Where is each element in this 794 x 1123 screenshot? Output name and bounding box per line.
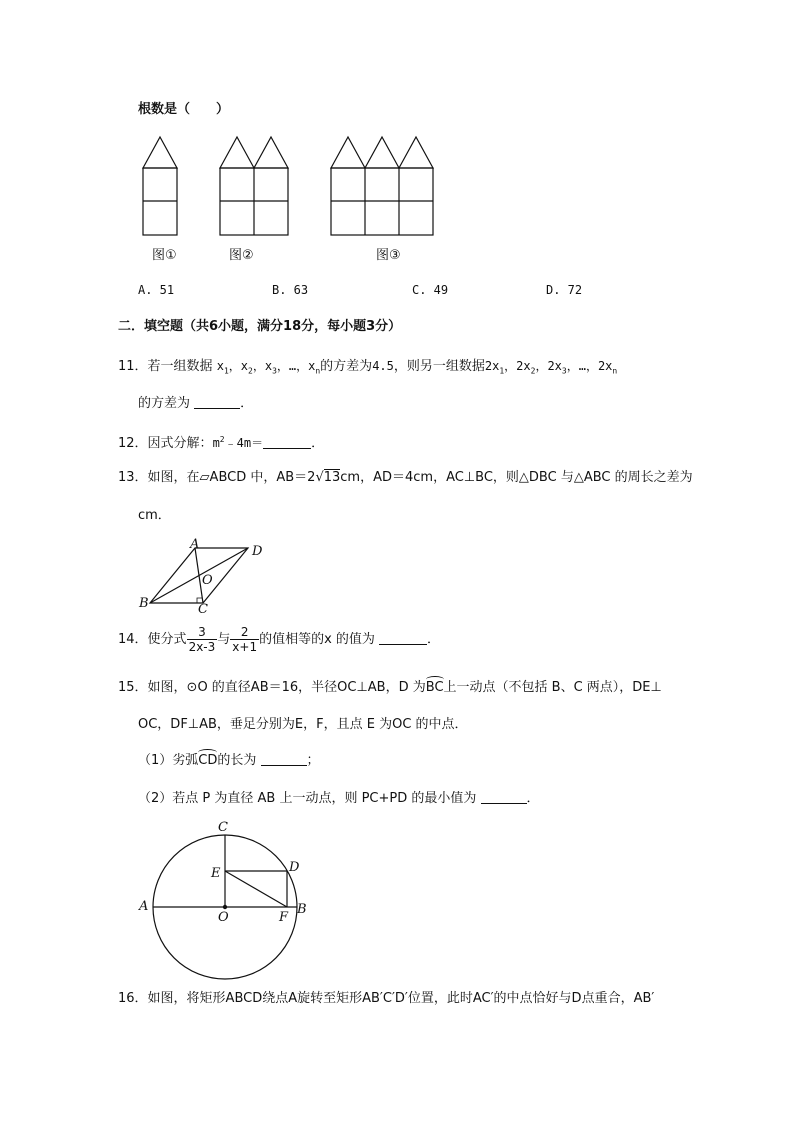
label-b-parallelogram: B <box>139 596 149 611</box>
q15-sub2-text: （2）若点 P 为直径 AB 上一动点，则 PC+PD 的最小值为 <box>138 791 477 806</box>
label-e-circle: E <box>211 866 221 881</box>
q13-text-3: cm． <box>138 508 171 523</box>
q11-number: 11． <box>118 359 148 374</box>
label-d-parallelogram: D <box>252 544 263 559</box>
label-c-circle: C <box>218 820 228 835</box>
q12-number: 12． <box>118 436 148 451</box>
arc-bc: BC <box>425 680 444 695</box>
figure-caption-2: 图② <box>229 248 254 263</box>
label-o-circle: O <box>218 910 229 925</box>
q13-text-2: cm，AD＝4cm，AC⊥BC，则△DBC 与△ABC 的周长之差为 <box>340 470 693 485</box>
sqrt-symbol: √ <box>315 470 324 485</box>
option-a: A. 51 <box>138 283 175 297</box>
q12-expression-tail: ﹣4m＝ <box>224 436 264 450</box>
q11-data-set-2: $2x_1$，$2x_2$，$2x_3$，…，$2x_n$ <box>484 359 618 376</box>
figure-caption-1: 图① <box>152 248 177 263</box>
fraction-1-numerator: 3 <box>187 625 218 640</box>
q16-number: 16． <box>118 991 148 1006</box>
fraction-2-denominator: x+1 <box>232 640 258 654</box>
q16-text: 如图，将矩形ABCD绕点A旋转至矩形AB′C′D′位置，此时AC′的中点恰好与D点重合，AB′ <box>147 991 655 1006</box>
q11-text-2: 的方差为 <box>320 359 373 374</box>
label-a-parallelogram: A <box>190 537 200 552</box>
q11-variance: 4.5 <box>372 359 394 373</box>
q15-sub1-end: ； <box>306 753 320 768</box>
q14-text-1: 使分式 <box>147 632 187 647</box>
q15-sub1-text-b: 的长为 <box>217 753 257 768</box>
q11-text-4: 的方差为 <box>138 396 191 411</box>
label-f-circle: F <box>279 910 289 925</box>
option-c: C. 49 <box>412 283 449 297</box>
fraction-2-numerator: 2 <box>230 625 259 640</box>
option-b: B. 63 <box>272 283 309 297</box>
figure-caption-3: 图③ <box>376 248 401 263</box>
label-c-parallelogram: C <box>198 602 208 617</box>
q12-end: ． <box>311 436 325 451</box>
q12-text: 因式分解： <box>147 436 213 451</box>
arc-cd: CD <box>198 753 218 768</box>
question-16 <box>118 991 654 1007</box>
q14-end: ． <box>427 632 441 647</box>
label-d-circle: D <box>289 860 300 875</box>
q15-line-2: OC，DF⊥AB，垂足分别为E，F，且点 E 为OC 的中点． <box>138 717 468 732</box>
label-a-circle: A <box>139 899 149 914</box>
option-d: D. 72 <box>546 283 583 297</box>
q13-number: 13． <box>118 470 148 485</box>
label-b-circle: B <box>297 902 307 917</box>
q15-number: 15． <box>118 680 148 695</box>
q11-text-3: ，则另一组数据 <box>393 359 485 374</box>
q14-text-2: 与 <box>217 632 231 647</box>
q15-line-1a: 如图，⊙O 的直径AB＝16，半径OC⊥AB，D 为 <box>147 680 426 695</box>
fraction-1-denominator: 2x-3 <box>188 640 216 654</box>
q10-tail-text: 根数是（ ） <box>138 102 230 117</box>
q13-text-1: 如图，在▱ABCD 中，AB＝2 <box>147 470 316 485</box>
q13-radicand: 13 <box>323 470 341 485</box>
section-title: 二．填空题（共6小题，满分18分，每小题3分） <box>118 319 402 334</box>
q11-data-set-1: $x_1$，$x_2$，$x_3$，…，$x_n$ <box>216 359 321 376</box>
q14-text-3: 的值相等的x 的值为 <box>259 632 375 647</box>
q14-number: 14． <box>118 632 148 647</box>
label-o-parallelogram: O <box>202 573 213 588</box>
q12-expression: $m^2﹣4m=$ <box>212 435 264 450</box>
q11-text-1: 若一组数据 <box>147 359 213 374</box>
q11-line-2: 的方差为 ． <box>138 396 254 411</box>
q15-sub1-text-a: （1）劣弧 <box>138 753 199 768</box>
q15-line-1b: 上一动点（不包括 B、C 两点），DE⊥ <box>443 680 662 695</box>
q15-sub2-end: ． <box>526 791 540 806</box>
